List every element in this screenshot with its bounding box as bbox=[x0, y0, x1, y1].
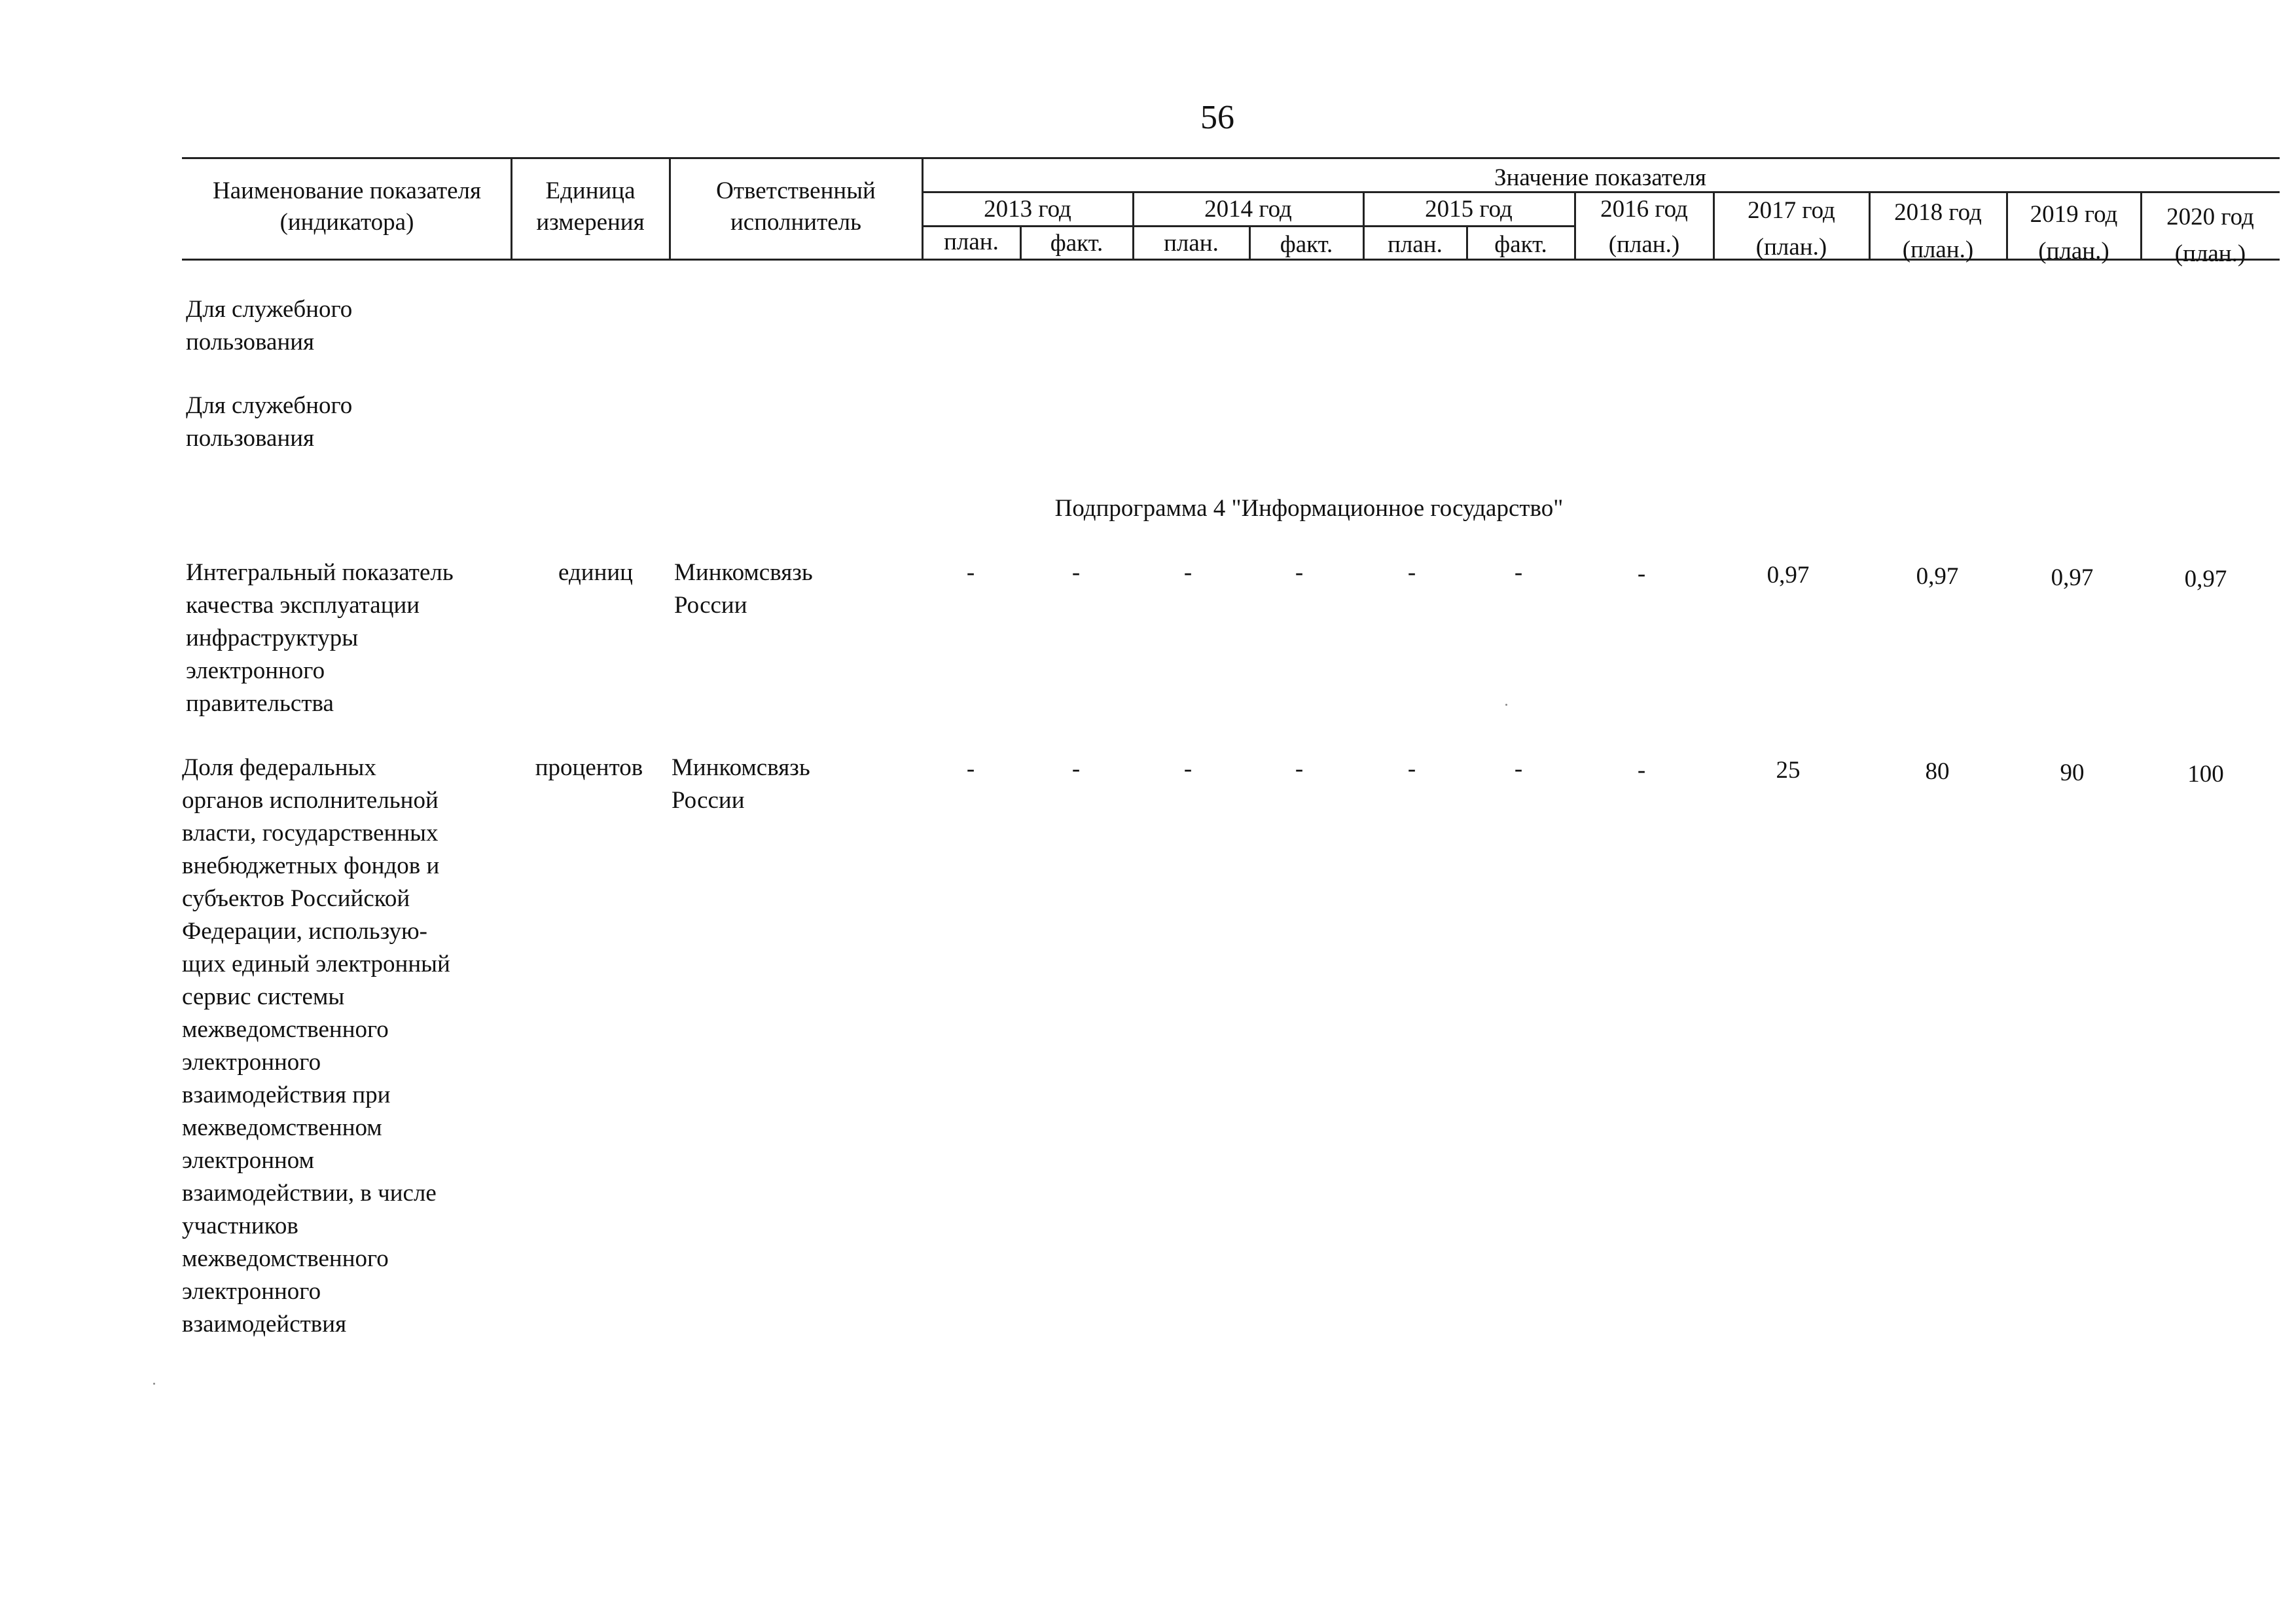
header-top-rule bbox=[182, 157, 2280, 159]
value-2015-plan: - bbox=[1407, 756, 1416, 782]
value-2014-fact: - bbox=[1295, 559, 1304, 586]
header-year-2017: 2017 год bbox=[1748, 197, 1835, 224]
value-2016-plan: - bbox=[1637, 757, 1646, 784]
header-2015-plan: план. bbox=[1388, 231, 1443, 258]
header-2013-plan: план. bbox=[944, 228, 999, 255]
header-2013-fact: факт. bbox=[1050, 230, 1103, 257]
header-divider bbox=[669, 157, 671, 260]
value-2013-fact: - bbox=[1071, 559, 1081, 586]
header-unit-col: Единица измерения bbox=[536, 177, 645, 236]
subprogram-title: Подпрограмма 4 "Информационное государство" bbox=[1054, 495, 1564, 522]
header-2017-plan: (план.) bbox=[1755, 234, 1827, 261]
value-2016-plan: - bbox=[1637, 560, 1646, 587]
header-2014-fact: факт. bbox=[1280, 231, 1333, 258]
header-2016-plan: (план.) bbox=[1608, 231, 1680, 258]
value-2015-fact: - bbox=[1514, 756, 1523, 782]
restricted-note-1: Для служебного пользования bbox=[186, 296, 353, 356]
value-2013-plan: - bbox=[966, 756, 975, 782]
value-2020-plan: 0,97 bbox=[2184, 566, 2227, 593]
scan-speck bbox=[153, 1383, 155, 1385]
page-number: 56 bbox=[1200, 99, 1234, 136]
header-year-2015: 2015 год bbox=[1425, 196, 1513, 223]
value-2019-plan: 0,97 bbox=[2051, 564, 2094, 591]
header-2020-plan: (план.) bbox=[2174, 240, 2246, 267]
header-2014-plan: план. bbox=[1164, 230, 1219, 257]
value-2014-plan: - bbox=[1183, 756, 1193, 782]
scan-speck bbox=[1505, 704, 1507, 706]
header-year-2019: 2019 год bbox=[2030, 201, 2118, 228]
header-year-2013: 2013 год bbox=[984, 196, 1071, 223]
indicator-unit: единиц bbox=[558, 559, 633, 586]
header-name-col: Наименование показателя (индикатора) bbox=[212, 177, 482, 236]
header-divider bbox=[511, 157, 512, 260]
value-2019-plan: 90 bbox=[2060, 759, 2085, 786]
header-year-2016: 2016 год bbox=[1600, 196, 1688, 223]
value-2014-plan: - bbox=[1183, 559, 1193, 586]
header-2018-plan: (план.) bbox=[1902, 236, 1974, 263]
value-2013-fact: - bbox=[1071, 756, 1081, 782]
indicator-name: Интегральный показатель качества эксплуатации инфраструктуры электронного правительства bbox=[186, 559, 454, 717]
value-2017-plan: 25 bbox=[1776, 757, 1801, 784]
value-2018-plan: 80 bbox=[1925, 758, 1950, 785]
indicator-executor: Минкомсвязь России bbox=[674, 559, 813, 619]
header-value-group: Значение показателя bbox=[1494, 164, 1706, 191]
header-executor-col: Ответственный исполнитель bbox=[716, 177, 876, 236]
value-2020-plan: 100 bbox=[2187, 761, 2224, 788]
header-year-2014: 2014 год bbox=[1204, 196, 1292, 223]
value-2017-plan: 0,97 bbox=[1767, 562, 1810, 589]
header-year-2018: 2018 год bbox=[1894, 199, 1982, 226]
value-2013-plan: - bbox=[966, 559, 975, 586]
header-2015-fact: факт. bbox=[1494, 231, 1547, 258]
indicator-executor: Минкомсвязь России bbox=[672, 754, 810, 814]
value-2014-fact: - bbox=[1295, 756, 1304, 782]
indicator-name: Доля федеральных органов исполнительной власти, государственных внебюджетных фондов и субъектов Российской Федерации, использую- щих единый электронный сервис системы межведомственного электронного взаимодействия при межведомственном электронном взаимодействии, в числе участников межведомственного электронного взаимодействия bbox=[182, 754, 450, 1338]
value-2015-fact: - bbox=[1514, 559, 1523, 586]
value-2018-plan: 0,97 bbox=[1916, 563, 1959, 590]
header-year-2020: 2020 год bbox=[2166, 204, 2254, 230]
indicator-unit: процентов bbox=[535, 754, 643, 781]
header-2019-plan: (план.) bbox=[2038, 238, 2109, 264]
value-2015-plan: - bbox=[1407, 559, 1416, 586]
restricted-note-2: Для служебного пользования bbox=[186, 392, 353, 452]
